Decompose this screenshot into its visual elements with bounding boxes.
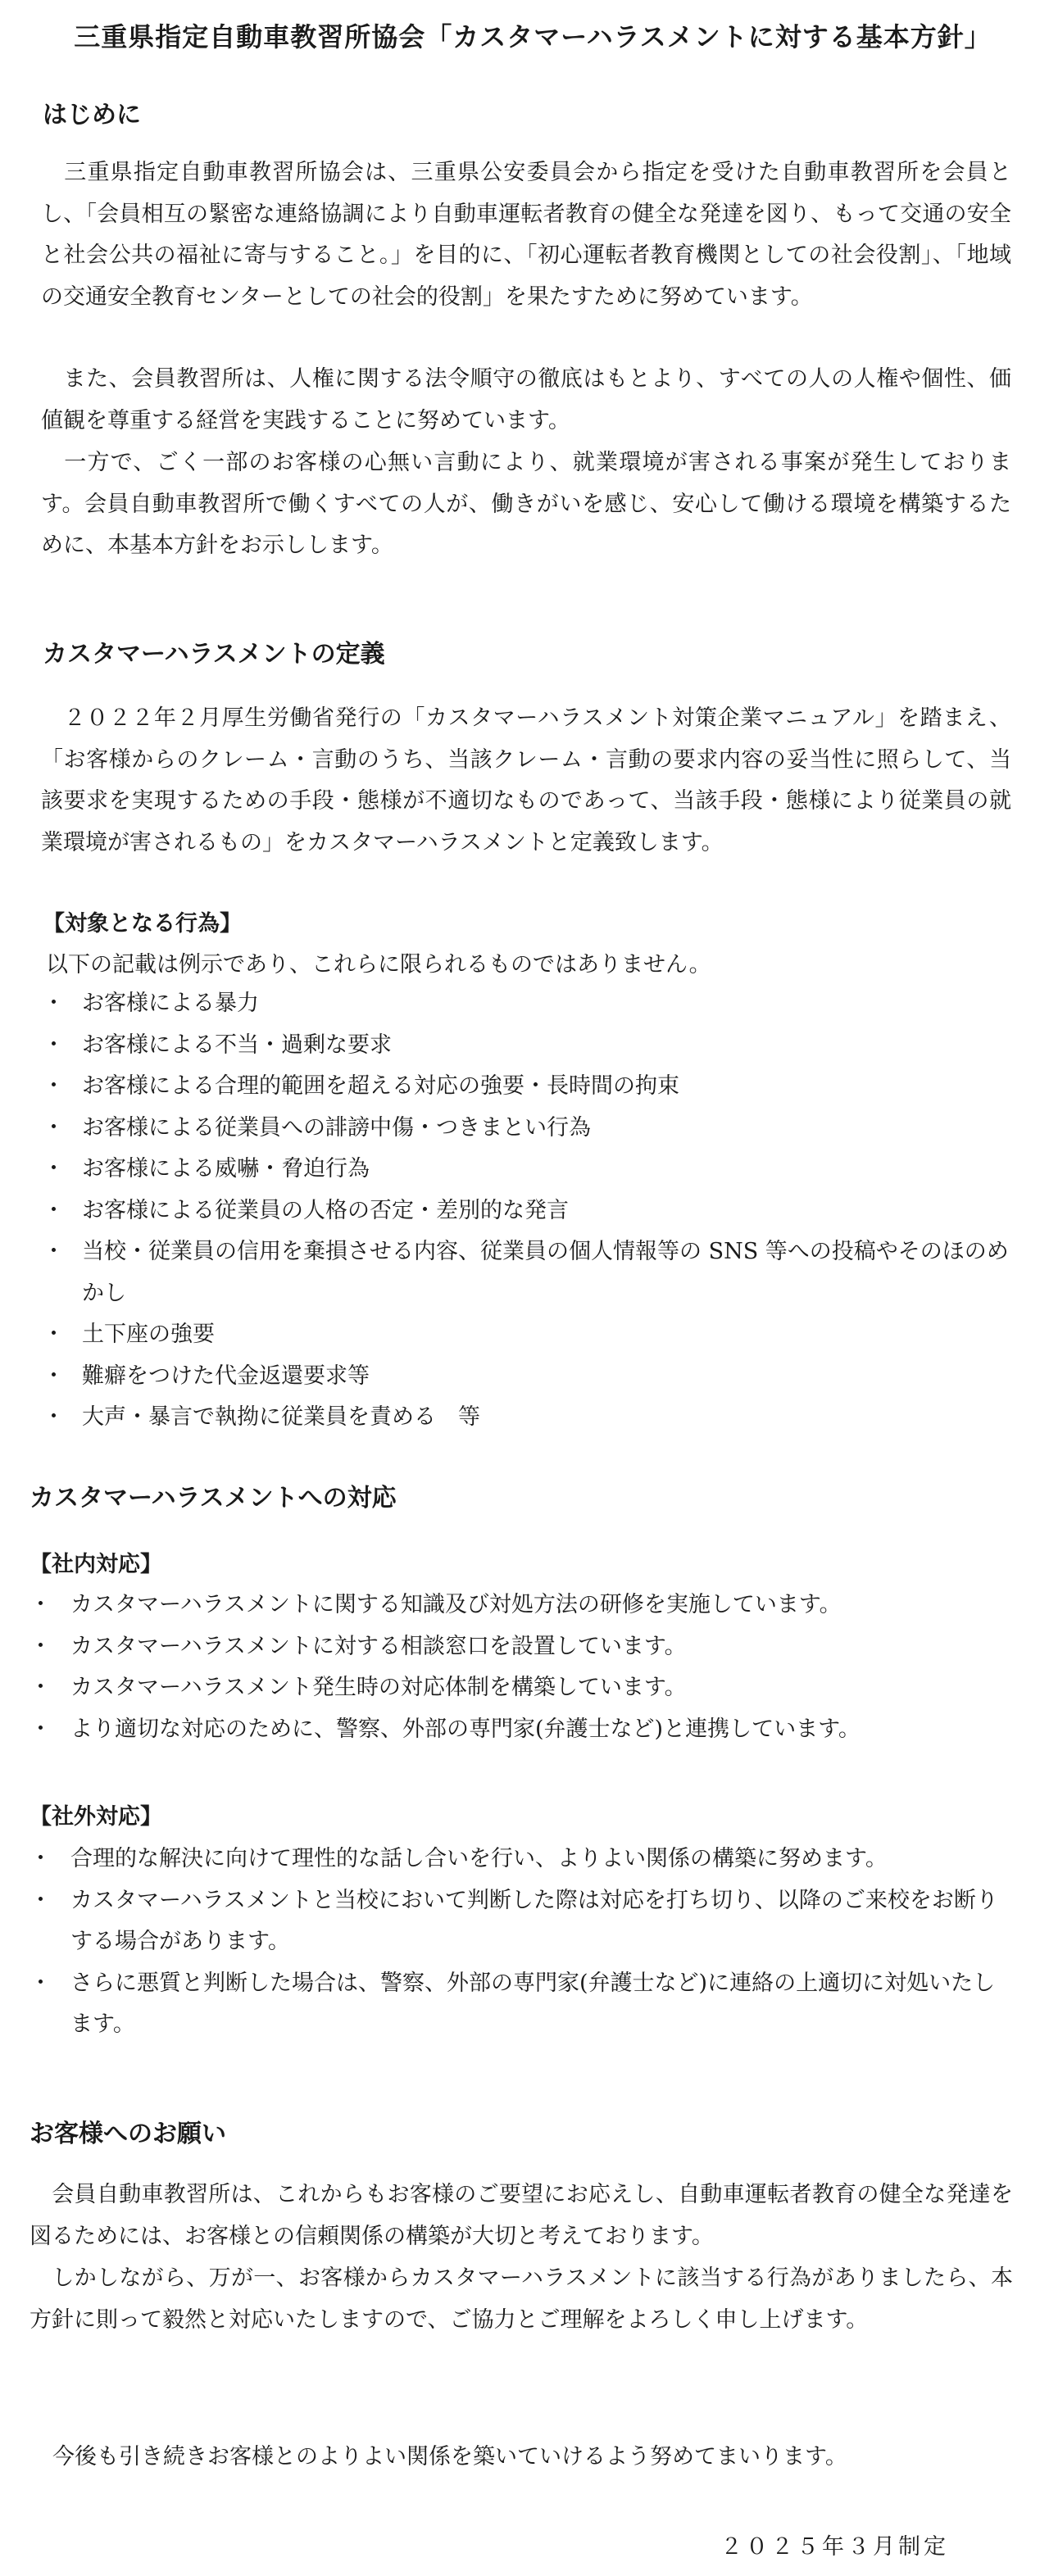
list-item <box>43 1231 1015 1314</box>
bullet-mark: ・ <box>30 1592 52 1617</box>
list-item-text: 土下座の強要 <box>82 1322 215 1347</box>
list-item-text: カスタマーハラスメントに対する相談窓口を設置しています。 <box>70 1633 687 1659</box>
list-item-text: お客様による暴力 <box>82 991 259 1016</box>
list-item <box>43 1314 1015 1356</box>
list-item-text: お客様による従業員への誹謗中傷・つきまとい行為 <box>82 1114 591 1141</box>
bullet-mark: ・ <box>43 1322 65 1347</box>
list-item <box>30 1839 1013 1880</box>
intro-paragraph-2: また、会員教習所は、人権に関する法令順守の徹底はもとより、すべての人の人権や個性、価値観を尊重する経営を実践することに努めています。 <box>41 366 1011 433</box>
list-item <box>30 1585 1013 1626</box>
list-item <box>43 983 1015 1025</box>
list-item-text: さらに悪質と判断した場合は、警察、外部の専門家(弁護士など)に連絡の上適切に対処いたします。 <box>70 1970 996 2037</box>
list-item-text: お客様による威嚇・脅迫行為 <box>82 1156 370 1181</box>
closing-statement: 今後も引き続きお客様とのよりよい関係を築いていけるよう努めてまいります。 <box>52 2444 847 2469</box>
list-item-text: 大声・暴言で執拗に従業員を責める 等 <box>82 1404 480 1430</box>
bullet-mark: ・ <box>30 1887 52 1913</box>
bullet-mark: ・ <box>30 1675 52 1700</box>
list-item-text: カスタマーハラスメント発生時の対応体制を構築しています。 <box>70 1675 687 1700</box>
request-paragraph-1: 会員自動車教習所は、これからもお客様のご要望にお応えし、自動車運転者教育の健全な発達を図るためには、お客様との信頼関係の構築が大切と考えております。 <box>30 2182 1013 2249</box>
list-item-text: カスタマーハラスメントと当校において判断した際は対応を打ち切り、以降のご来校をお断りする場合があります。 <box>70 1887 998 1954</box>
list-item <box>43 1108 1015 1150</box>
intro-paragraph-1: 三重県指定自動車教習所協会は、三重県公安委員会から指定を受けた自動車教習所を会員とし、「会員相互の緊密な連絡協調により自動車運転者教育の健全な発達を図り、もって交通の安全と社会公共の福祉に寄与すること。」を目的に、「初心運転者教育機関としての社会役割」、「地域の交通安全教育センターとしての社会的役割」を果たすために努めています。 <box>41 160 1011 310</box>
definition-paragraph: ２０２２年２月厚生労働省発行の「カスタマーハラスメント対策企業マニュアル」を踏まえ、「お客様からのクレーム・言動のうち、当該クレーム・言動の要求内容の妥当性に照らして、当該要求を実現するための手段・態様が不適切なものであって、当該手段・態様により従業員の就業環境が害されるもの」をカスタマーハラスメントと定義致します。 <box>41 705 1011 855</box>
request-heading: お客様へのお願い <box>30 2120 226 2148</box>
list-item <box>30 1626 1013 1668</box>
bullet-mark: ・ <box>43 991 65 1016</box>
bullet-mark: ・ <box>30 1846 52 1871</box>
internal-response-list <box>30 1585 1013 1750</box>
list-item-text: カスタマーハラスメントに関する知識及び対処方法の研修を実施しています。 <box>70 1592 842 1617</box>
list-item-text: 合理的な解決に向けて理性的な話し合いを行い、よりよい関係の構築に努めます。 <box>70 1846 888 1871</box>
list-item <box>30 1880 1013 1963</box>
list-item <box>43 1356 1015 1398</box>
target-acts-note: 以下の記載は例示であり、これらに限られるものではありません。 <box>46 952 711 977</box>
bullet-mark: ・ <box>30 1633 52 1659</box>
bullet-mark: ・ <box>30 1716 52 1742</box>
list-item <box>43 1397 1015 1439</box>
response-heading: カスタマーハラスメントへの対応 <box>30 1484 397 1512</box>
bullet-mark: ・ <box>43 1404 65 1430</box>
list-item <box>30 1667 1013 1709</box>
bullet-mark: ・ <box>43 1363 65 1389</box>
intro-paragraph-3: 一方で、ごく一部のお客様の心無い言動により、就業環境が害される事案が発生しております。会員自動車教習所で働くすべての人が、働きがいを感じ、安心して働ける環境を構築するために、本基本方針をお示しします。 <box>41 450 1011 558</box>
enacted-date: ２０２５年３月制定 <box>720 2534 949 2560</box>
internal-response-heading: 【社内対応】 <box>30 1552 162 1577</box>
external-response-heading: 【社外対応】 <box>30 1804 162 1830</box>
target-acts-list <box>43 983 1015 1439</box>
bullet-mark: ・ <box>30 1970 52 1996</box>
list-item-text: お客様による不当・過剰な要求 <box>82 1032 392 1058</box>
list-item-text: お客様による従業員の人格の否定・差別的な発言 <box>82 1197 569 1223</box>
definition-heading: カスタマーハラスメントの定義 <box>43 640 385 669</box>
list-item-text: お客様による合理的範囲を超える対応の強要・長時間の拘束 <box>82 1073 679 1099</box>
external-response-list <box>30 1839 1013 2046</box>
list-item-text: より適切な対応のために、警察、外部の専門家(弁護士など)と連携しています。 <box>70 1716 861 1742</box>
bullet-mark: ・ <box>43 1197 65 1223</box>
request-paragraph-2: しかしながら、万が一、お客様からカスタマーハラスメントに該当する行為がありましたら、本方針に則って毅然と対応いたしますので、ご協力とご理解をよろしく申し上げます。 <box>30 2265 1013 2333</box>
document-title: 三重県指定自動車教習所協会「カスタマーハラスメントに対する基本方針」 <box>74 21 992 52</box>
bullet-mark: ・ <box>43 1239 65 1264</box>
bullet-mark: ・ <box>43 1073 65 1099</box>
bullet-mark: ・ <box>43 1032 65 1058</box>
list-item <box>43 1025 1015 1067</box>
list-item <box>43 1190 1015 1232</box>
bullet-mark: ・ <box>43 1114 65 1141</box>
list-item <box>43 1066 1015 1108</box>
bullet-mark: ・ <box>43 1156 65 1181</box>
list-item <box>30 1709 1013 1751</box>
intro-heading: はじめに <box>43 101 141 129</box>
list-item <box>43 1149 1015 1190</box>
list-item-text: 当校・従業員の信用を棄損させる内容、従業員の個人情報等の SNS 等への投稿やそのほのめかし <box>82 1239 1009 1306</box>
list-item <box>30 1963 1013 2046</box>
target-acts-heading: 【対象となる行為】 <box>43 911 242 937</box>
list-item-text: 難癖をつけた代金返還要求等 <box>82 1363 370 1389</box>
